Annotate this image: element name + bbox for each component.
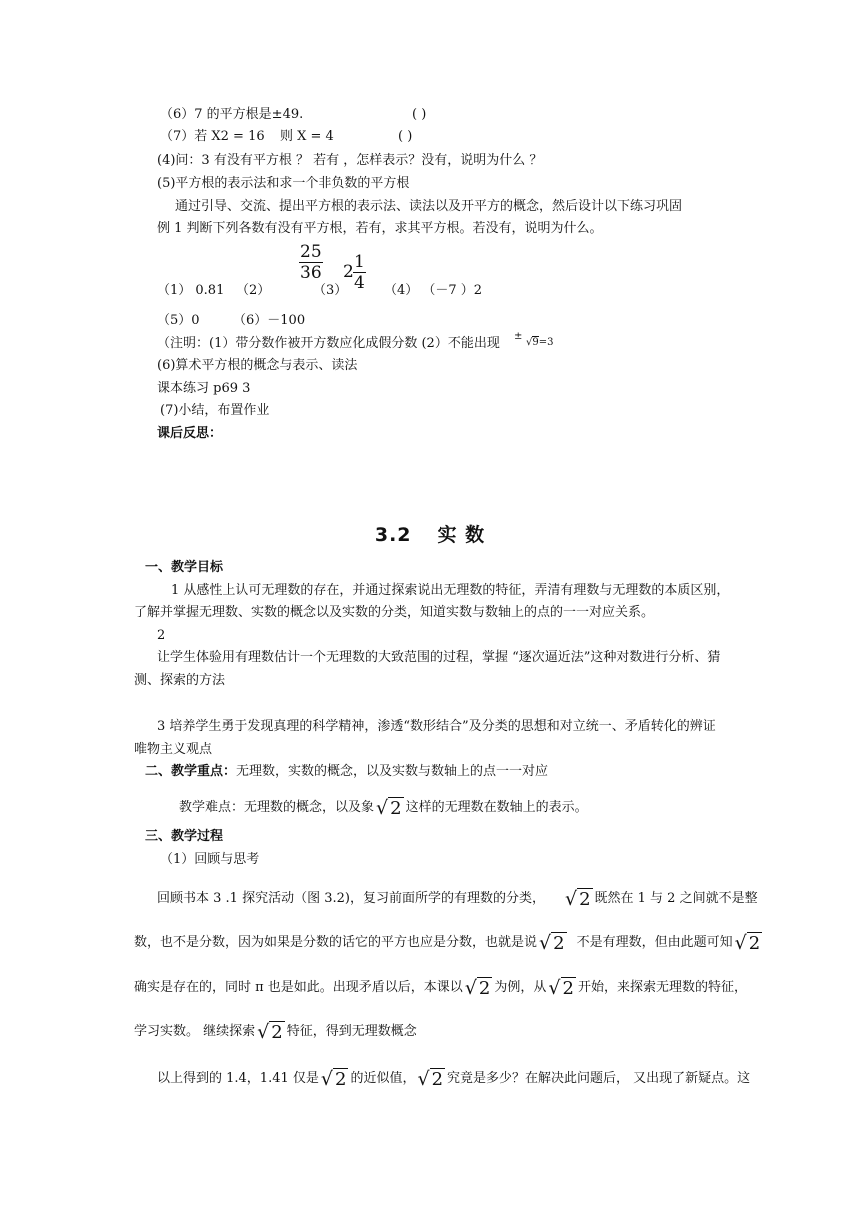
- goal-2-line-2: 测、探索的方法: [134, 673, 226, 688]
- radicand: 2: [335, 1069, 347, 1090]
- mixed-number-whole: 2: [343, 262, 354, 282]
- radicand: 2: [579, 889, 591, 910]
- radical-sign: √: [734, 932, 747, 954]
- question-6: (6)算术平方根的概念与表示、读法: [157, 358, 358, 373]
- example-item-1: （1） 0.81: [157, 283, 225, 298]
- paragraph-text: 究竟是多少？在解决此问题后， 又出现了新疑点。这: [447, 1071, 751, 1086]
- paragraph-text: 回顾书本 3 .1 探究活动（图 3.2)，复习前面所学的有理数的分类，: [157, 891, 545, 906]
- note-equals: =3: [538, 337, 554, 348]
- radical-sign: √: [548, 977, 561, 999]
- paragraph-line-5: [157, 1068, 750, 1091]
- radicand: 2: [478, 978, 491, 999]
- radical-sign: √: [564, 888, 578, 910]
- paragraph-text: 数，也不是分数，因为如果是分数的话它的平方也应是分数，也就是说: [134, 935, 538, 950]
- example-1: 例 1 判断下列各数有没有平方根，若有，求其平方根。若没有，说明为什么。: [157, 221, 603, 236]
- fraction-25-36: [299, 242, 323, 283]
- sqrt-2-expression: [257, 1021, 285, 1044]
- paragraph-text: 开始，来探索无理数的特征，: [577, 980, 747, 995]
- paragraph-line-3: [134, 977, 747, 1000]
- item-6-answer-paren: ( ): [412, 107, 427, 122]
- radical-sign: √: [320, 1068, 333, 1090]
- question-4: (4)问：3 有没有平方根 ？ 若有 ，怎样表示？没有，说明为什么 ？: [157, 153, 543, 168]
- section-name: 实 数: [437, 524, 486, 546]
- item-7-line: （7）若 X2 = 16: [160, 129, 265, 144]
- question-7: (7)小结，布置作业: [160, 403, 270, 418]
- sqrt-2-expression: [735, 932, 763, 955]
- heading-key-points: 二、教学重点：: [145, 764, 237, 779]
- goal-3-line-2: 唯物主义观点: [134, 742, 213, 757]
- intro-paragraph: 通过引导、交流、提出平方根的表示法、读法以及开平方的概念，然后设计以下练习巩固: [175, 199, 683, 214]
- reflection-heading: 课后反思：: [157, 426, 223, 441]
- question-5: (5)平方根的表示法和求一个非负数的平方根: [157, 176, 410, 191]
- plus-minus-sign: ±: [514, 331, 523, 342]
- sqrt-2-expression: [539, 932, 567, 955]
- radicand: 2: [553, 933, 565, 954]
- goal-2-line-1: 让学生体验用有理数估计一个无理数的大致范围的过程，掌握 “逐次逼近法”这种对数进行分析、猜: [157, 650, 721, 665]
- example-item-6: （6）－100: [233, 313, 306, 328]
- example-item-2: （2）: [236, 283, 271, 298]
- note-line: （注明：(1）带分数作被开方数应化成假分数 (2）不能出现: [157, 336, 500, 351]
- goal-1-line-1: 1 从感性上认可无理数的存在，并通过探索说出无理数的特征，弄清有理数与无理数的本质区别，: [171, 583, 730, 598]
- paragraph-text: 以上得到的 1.4，1.41 仅是: [157, 1071, 319, 1086]
- fraction-denominator: 4: [354, 273, 365, 293]
- paragraph-text: 确实是存在的，同时 π 也是如此。出现矛盾以后，本课以: [134, 980, 463, 995]
- radical-sign: √: [526, 337, 533, 348]
- item-7-result: 则 X = 4: [280, 129, 334, 144]
- sqrt-2-expression: [321, 1068, 349, 1091]
- heading-goals: 一、教学目标: [145, 560, 224, 575]
- fraction-numerator: 1: [354, 252, 365, 272]
- item-6-line: （6）7 的平方根是±49.: [160, 107, 304, 122]
- example-item-3: （3）: [313, 283, 348, 298]
- note-sqrt-nine: [526, 335, 554, 351]
- sqrt-2-expression: [548, 977, 576, 1000]
- heading-process: 三、教学过程: [145, 829, 224, 844]
- paragraph-text: 为例，从: [494, 980, 547, 995]
- radicand: 2: [748, 933, 761, 954]
- difficulty-text-b: 这样的无理数在数轴上的表示。: [405, 800, 588, 815]
- fraction-numerator: 25: [300, 242, 322, 262]
- section-title: [0, 520, 860, 547]
- fraction-denominator: 36: [300, 263, 322, 283]
- radicand: 9: [532, 337, 539, 348]
- paragraph-line-4: [134, 1021, 417, 1044]
- paragraph-line-2: [134, 932, 764, 955]
- radicand: 2: [431, 1069, 444, 1090]
- difficulty-line: [179, 797, 588, 820]
- radical-sign: √: [257, 1021, 270, 1043]
- paragraph-text: 特征，得到无理数概念: [286, 1024, 417, 1039]
- goal-2-number: 2: [157, 628, 166, 643]
- radicand: 2: [271, 1022, 283, 1043]
- item-7-answer-paren: ( ): [398, 129, 413, 144]
- goal-1-line-2: 了解并掌握无理数、实数的概念以及实数的分类，知道实数与数轴上的点的一一对应关系。: [134, 605, 655, 620]
- fraction-1-4: [353, 252, 366, 293]
- section-number: 3.2: [374, 524, 412, 546]
- sqrt-2-expression: [417, 1068, 445, 1091]
- radicand: 2: [390, 798, 402, 819]
- difficulty-text-a: 教学难点：无理数的概念，以及象: [179, 800, 375, 815]
- radical-sign: √: [539, 932, 552, 954]
- paragraph-text: 不是有理数，但由此题可知: [576, 935, 733, 950]
- sqrt-2-expression: [465, 977, 493, 1000]
- paragraph-text: 既然在 1 与 2 之间就不是整: [594, 891, 758, 906]
- step-1-heading: （1）回顾与思考: [160, 852, 260, 867]
- key-points-text: 无理数，实数的概念，以及实数与数轴上的点一一对应: [236, 764, 549, 779]
- paragraph-text: 的近似值，: [350, 1071, 416, 1086]
- practice-line: 课本练习 p69 3: [157, 381, 251, 396]
- example-item-5: （5）0: [157, 313, 200, 328]
- sqrt-2-expression: [376, 797, 404, 820]
- radical-sign: √: [417, 1068, 430, 1090]
- goal-3-line-1: 3 培养学生勇于发现真理的科学精神，渗透“数形结合”及分类的思想和对立统一、矛盾转化的辨证: [157, 719, 716, 734]
- paragraph-text: 学习实数。 继续探索: [134, 1024, 256, 1039]
- radical-sign: √: [464, 977, 477, 999]
- sqrt-2-expression: [565, 888, 593, 911]
- radicand: 2: [562, 978, 574, 999]
- example-item-4: （4） （－7 ）2: [384, 283, 483, 298]
- radical-sign: √: [376, 797, 389, 819]
- key-points-line: [145, 764, 548, 780]
- paragraph-line-1: [157, 888, 758, 911]
